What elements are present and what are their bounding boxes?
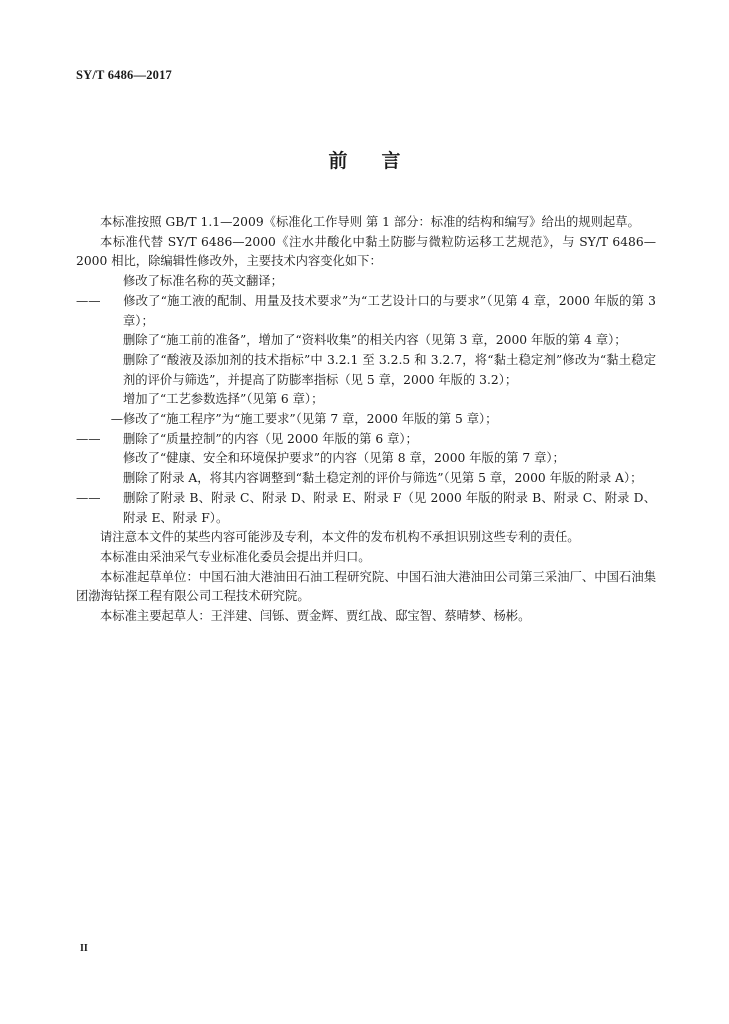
list-item	[76, 390, 656, 410]
list-item-dash: ——	[76, 431, 101, 446]
list-item-text: 修改了“健康、安全和环境保护要求”的内容（见第 8 章，2000 年版的第 7 章）；	[123, 451, 565, 466]
foreword-paragraph: 本标准主要起草人：王泮建、闫铄、贾金辉、贾红战、邸宝智、蔡晴梦、杨彬。	[100, 609, 531, 624]
list-item	[76, 272, 656, 292]
page-number: II	[80, 943, 88, 954]
list-item	[76, 430, 656, 450]
list-item-text: 修改了标准名称的英文翻译；	[123, 274, 283, 289]
list-item-dash: ——	[76, 293, 101, 308]
list-item-text: 修改了“施工液的配制、用量及技术要求”为“工艺设计口的与要求”（见第 4 章，2000 年版的第 3 章）；	[123, 293, 656, 328]
list-item	[76, 331, 656, 351]
foreword-paragraph: 本标准起草单位：中国石油大港油田石油工程研究院、中国石油大港油田公司第三采油厂、中国石油集团渤海钻探工程有限公司工程技术研究院。	[76, 569, 656, 604]
list-item	[76, 489, 656, 528]
list-item-text: 删除了“施工前的准备”，增加了“资料收集”的相关内容（见第 3 章，2000 年版的第 4 章）；	[123, 333, 627, 348]
list-item	[76, 351, 656, 390]
list-item-text: 删除了附录 B、附录 C、附录 D、附录 E、附录 F（见 2000 年版的附录 B、附录 C、附录 D、附录 E、附录 F）。	[123, 490, 656, 525]
list-item-text: 删除了附录 A，将其内容调整到“黏土稳定剂的评价与筛选”（见第 5 章，2000 年版的附录 A）；	[123, 471, 643, 486]
list-item-dash: —	[110, 412, 123, 427]
list-item-dash: ——	[76, 490, 101, 505]
list-item-text: 删除了“质量控制”的内容（见 2000 年版的第 6 章）；	[123, 431, 418, 446]
list-item	[76, 469, 656, 489]
list-item-text: 增加了“工艺参数选择”（见第 6 章）；	[123, 392, 324, 407]
foreword-paragraph: 本标准按照 GB/T 1.1—2009《标准化工作导则 第 1 部分：标准的结构和编写》给出的规则起草。	[100, 215, 640, 229]
list-item-text: 删除了“酸液及添加剂的技术指标”中 3.2.1 至 3.2.5 和 3.2.7，将“黏土稳定剂”修改为“黏土稳定剂的评价与筛选”，并提高了防膨率指标（见 5 章，2000 年版的 3.2）；	[123, 352, 656, 387]
foreword-paragraph: 请注意本文件的某些内容可能涉及专利，本文件的发布机构不承担识别这些专利的责任。	[100, 530, 580, 545]
list-item-text: 修改了“施工程序”为“施工要求”（见第 7 章，2000 年版的第 5 章）；	[123, 412, 498, 427]
foreword-paragraph: 本标准由采油采气专业标准化委员会提出并归口。	[100, 549, 371, 564]
change-list	[76, 272, 656, 528]
foreword-paragraph: 本标准代替 SY/T 6486—2000《注水井酸化中黏土防膨与微粒防运移工艺规范》，与 SY/T 6486—2000 相比，除编辑性修改外，主要技术内容变化如下：	[76, 234, 656, 269]
list-item	[76, 449, 656, 469]
list-item	[76, 410, 656, 430]
list-item	[76, 292, 656, 331]
page-title: 前言	[328, 150, 435, 172]
foreword-body	[76, 213, 656, 627]
document-code: SY/T 6486—2017	[76, 68, 172, 82]
